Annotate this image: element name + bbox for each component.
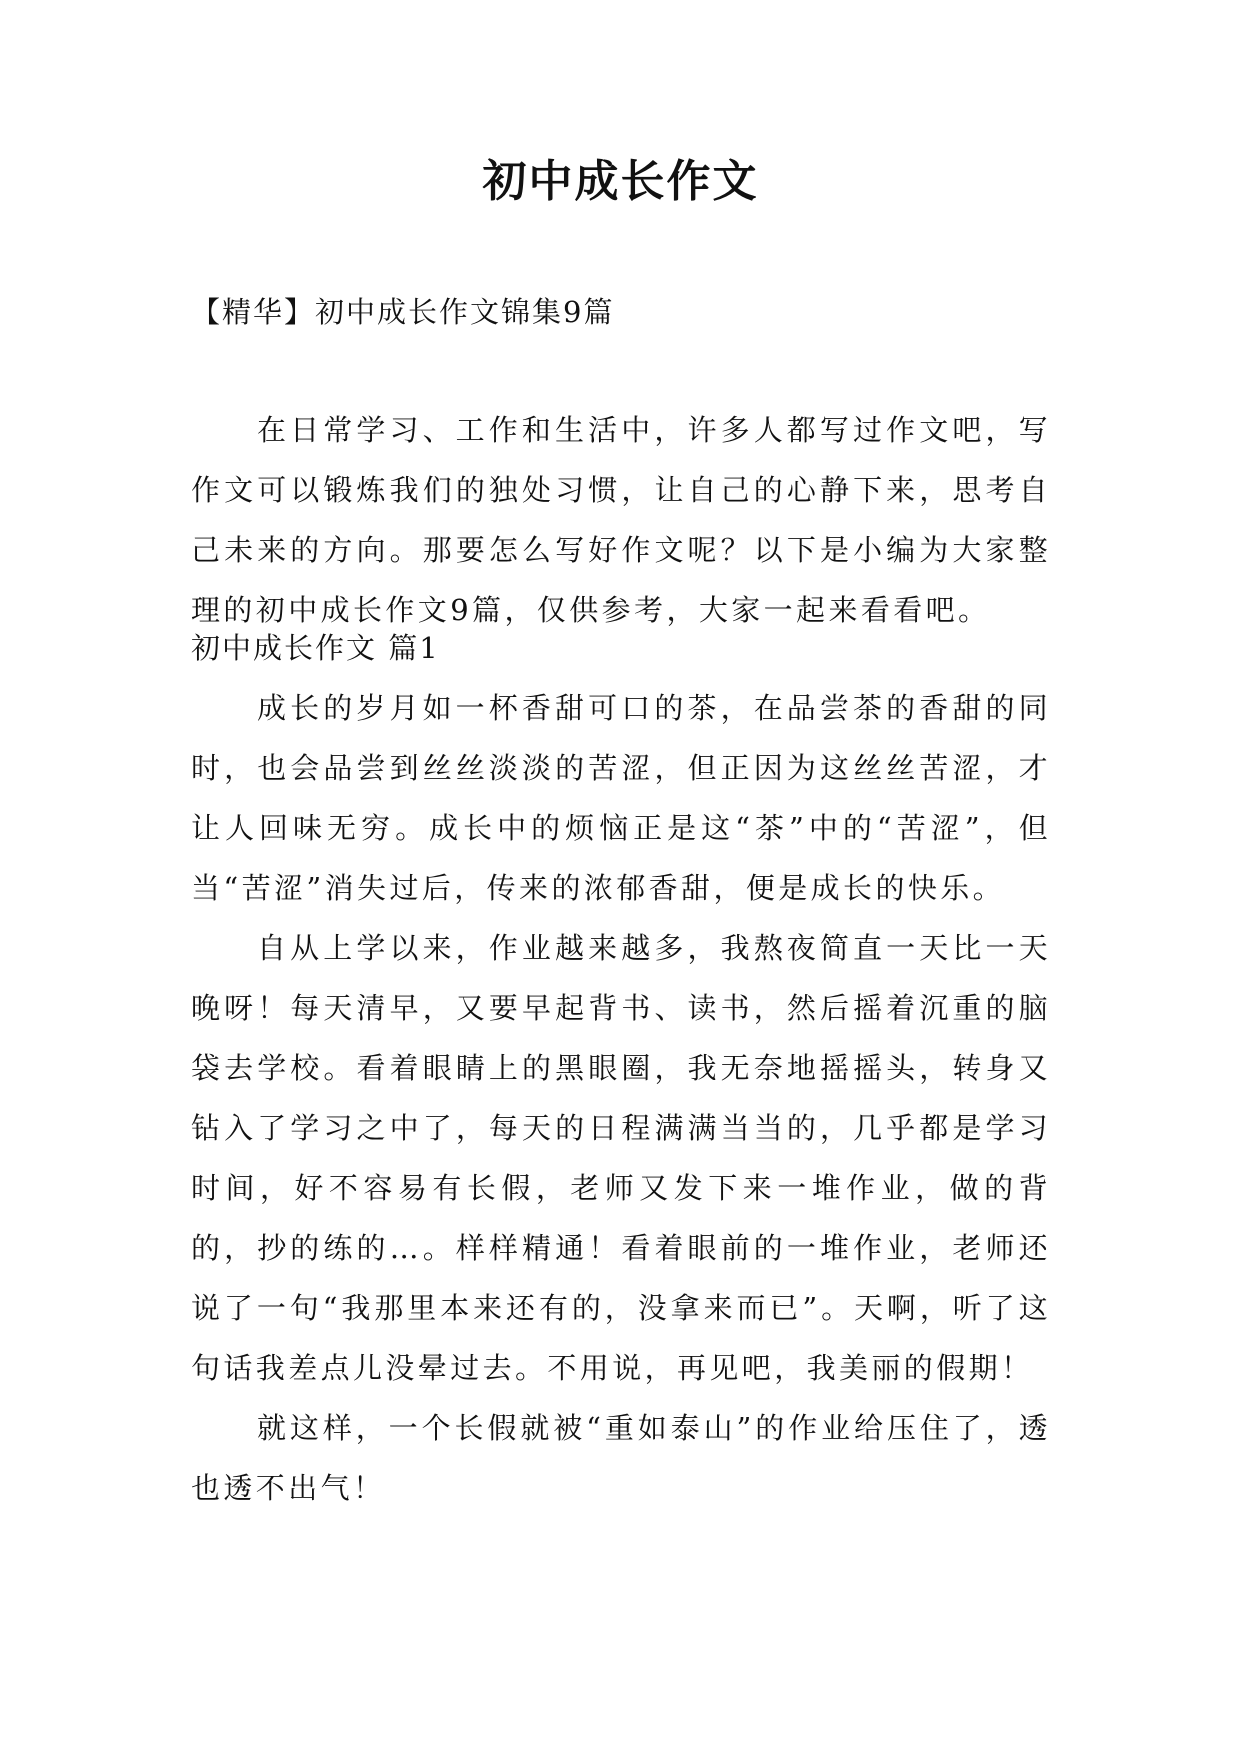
essay-section (191, 618, 1051, 1518)
section-heading: 初中成长作文 篇1 (191, 631, 440, 665)
intro-block (191, 400, 1051, 640)
essay-paragraph: 就这样，一个长假就被“重如泰山”的作业给压住了，透也透不出气！ (191, 1411, 1051, 1505)
essay-paragraph: 自从上学以来，作业越来越多，我熬夜简直一天比一天晚呀！每天清早，又要早起背书、读书，然后摇着沉重的脑袋去学校。看着眼睛上的黑眼圈，我无奈地摇摇头，转身又钻入了学习之中了，每天的日程满满当当的，几乎都是学习时间，好不容易有长假，老师又发下来一堆作业，做的背的，抄的练的…。样样精通！看着眼前的一堆作业，老师还说了一句“我那里本来还有的，没拿来而已”。天啊，听了这句话我差点儿没晕过去。不用说，再见吧，我美丽的假期！ (191, 931, 1051, 1385)
document-title: 初中成长作文 (482, 156, 759, 207)
intro-paragraph: 在日常学习、工作和生活中，许多人都写过作文吧，写作文可以锻炼我们的独处习惯，让自己的心静下来，思考自己未来的方向。那要怎么写好作文呢？以下是小编为大家整理的初中成长作文9篇，仅供参考，大家一起来看看吧。 (191, 413, 1051, 627)
essay-paragraph: 成长的岁月如一杯香甜可口的茶，在品尝茶的香甜的同时，也会品尝到丝丝淡淡的苦涩，但正因为这丝丝苦涩，才让人回味无穷。成长中的烦恼正是这“茶”中的“苦涩”，但当“苦涩”消失过后，传来的浓郁香甜，便是成长的快乐。 (191, 691, 1051, 905)
document-subtitle: 【精华】初中成长作文锦集9篇 (191, 295, 615, 329)
